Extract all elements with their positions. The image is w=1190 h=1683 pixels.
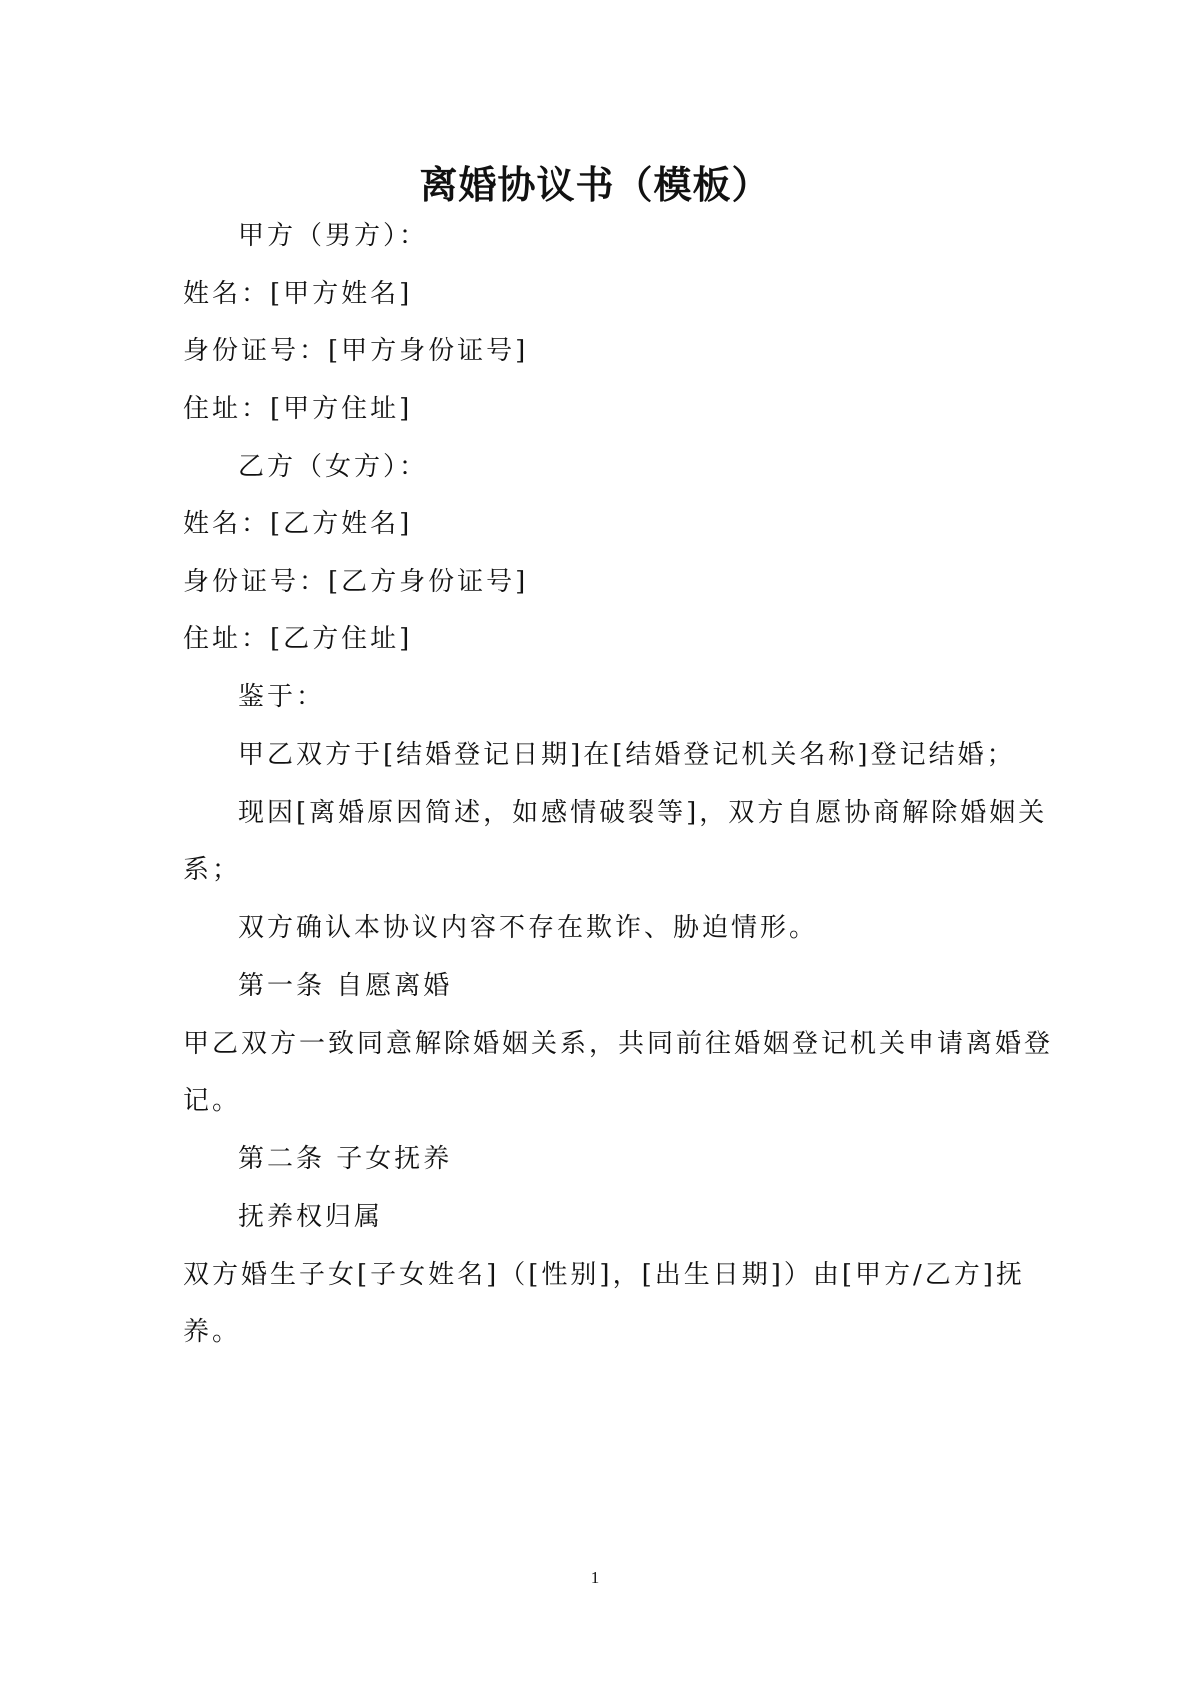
recital-confirmation: 双方确认本协议内容不存在欺诈、胁迫情形。 <box>238 913 819 943</box>
article-1-heading: 第一条 自愿离婚 <box>238 971 453 1001</box>
party-a-heading: 甲方（男方）： <box>238 221 429 251</box>
party-a-address: 住址：[甲方住址] <box>183 394 413 424</box>
document-title: 离婚协议书（模板） <box>419 163 771 207</box>
article-2-body-continued: 养。 <box>183 1317 242 1347</box>
party-a-id-number: 身份证号：[甲方身份证号] <box>183 336 529 366</box>
page-number: 1 <box>590 1568 600 1587</box>
party-b-name: 姓名：[乙方姓名] <box>183 509 413 539</box>
party-b-id-number: 身份证号：[乙方身份证号] <box>183 567 529 597</box>
article-2-body: 双方婚生子女[子女姓名]（[性别]，[出生日期]）由[甲方/乙方]抚 <box>183 1260 1025 1290</box>
party-b-heading: 乙方（女方）： <box>238 452 429 482</box>
recital-reason: 现因[离婚原因简述，如感情破裂等]，双方自愿协商解除婚姻关 <box>238 798 1048 828</box>
recital-marriage: 甲乙双方于[结婚登记日期]在[结婚登记机关名称]登记结婚； <box>238 740 1016 770</box>
party-a-name: 姓名：[甲方姓名] <box>183 279 413 309</box>
party-b-address: 住址：[乙方住址] <box>183 624 413 654</box>
article-2-heading: 第二条 子女抚养 <box>238 1144 453 1174</box>
article-2-subheading: 抚养权归属 <box>238 1202 384 1232</box>
recitals-heading: 鉴于： <box>238 682 326 712</box>
recital-reason-continued: 系； <box>183 855 242 885</box>
article-1-body: 甲乙双方一致同意解除婚姻关系，共同前往婚姻登记机关申请离婚登 <box>183 1029 1054 1059</box>
article-1-body-continued: 记。 <box>183 1086 242 1116</box>
